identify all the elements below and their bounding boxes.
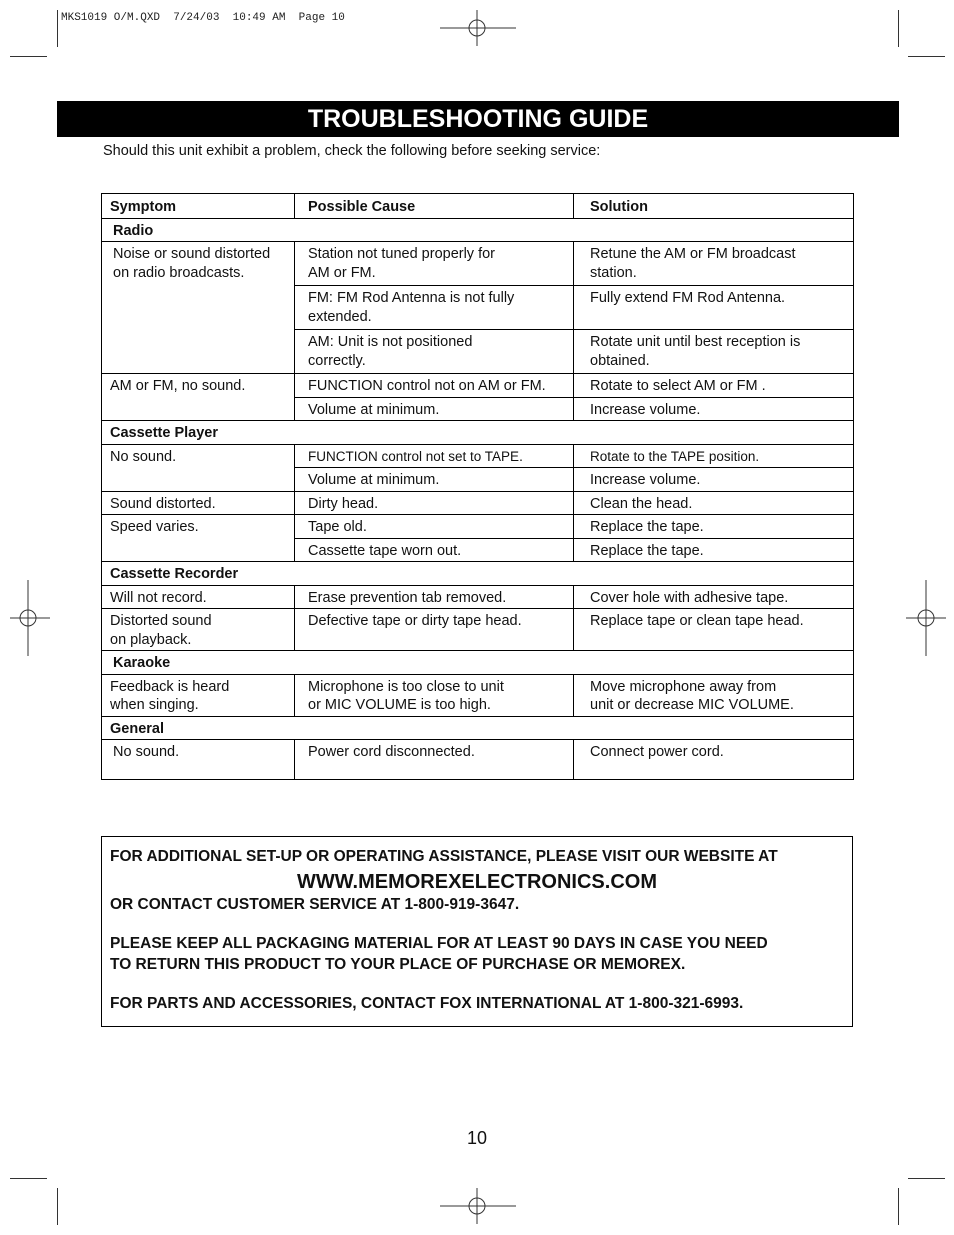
symptom-cell: Speed varies. (102, 515, 295, 562)
table-row (102, 374, 854, 398)
crop-mark (57, 1188, 58, 1225)
table-row (102, 491, 854, 515)
solution-text: Retune the AM or FM broadcast (590, 246, 796, 262)
cause-cell (295, 330, 574, 374)
header-solution: Solution (574, 194, 854, 219)
table-row (102, 740, 854, 780)
crop-mark (10, 56, 47, 57)
info-parts-text: FOR PARTS AND ACCESSORIES, CONTACT FOX INTERNATIONAL AT 1-800-321-6993. (110, 995, 744, 1012)
section-row (102, 716, 854, 740)
website-url: WWW.MEMOREXELECTRONICS.COM (297, 871, 657, 893)
cause-text: Microphone is too close to unit (308, 678, 504, 695)
info-customer-service-text: OR CONTACT CUSTOMER SERVICE AT 1-800-919-3647. (110, 896, 520, 913)
solution-cell: Replace the tape. (574, 538, 854, 562)
info-website-text: FOR ADDITIONAL SET-UP OR OPERATING ASSISTANCE, PLEASE VISIT OUR WEBSITE AT (110, 848, 778, 865)
crop-mark (10, 1178, 47, 1179)
crop-mark (57, 10, 58, 47)
cause-cell: FUNCTION control not on AM or FM. (295, 374, 574, 398)
info-packaging-text (110, 933, 852, 975)
table-row (102, 242, 854, 286)
solution-cell (574, 674, 854, 716)
symptom-cell: AM or FM, no sound. (102, 374, 295, 421)
section-cassette-recorder: Cassette Recorder (102, 562, 854, 586)
cause-cell (295, 242, 574, 286)
section-cassette-player: Cassette Player (102, 421, 854, 445)
section-karaoke: Karaoke (102, 651, 854, 675)
cause-cell: Volume at minimum. (295, 468, 574, 492)
header-symptom: Symptom (102, 194, 295, 219)
table-row (102, 674, 854, 716)
intro-text: Should this unit exhibit a problem, check the following before seeking service: (103, 143, 601, 159)
symptom-text: Feedback is heard (110, 678, 230, 695)
solution-cell: Replace tape or clean tape head. (574, 609, 854, 651)
symptom-text: Noise or sound distorted (113, 246, 271, 262)
solution-text: Fully extend FM Rod Antenna. (590, 290, 786, 306)
registration-mark-icon (906, 580, 946, 656)
solution-cell: Rotate to select AM or FM . (574, 374, 854, 398)
section-row (102, 218, 854, 242)
page-title: TROUBLESHOOTING GUIDE (57, 101, 899, 137)
cause-cell: Tape old. (295, 515, 574, 539)
cause-text: or MIC VOLUME is too high. (308, 697, 491, 713)
solution-cell: Rotate to the TAPE position. (574, 444, 854, 468)
cause-cell (295, 286, 574, 330)
cause-cell: Erase prevention tab removed. (295, 585, 574, 609)
cause-text: AM: Unit is not positioned (308, 334, 473, 350)
cause-cell: Dirty head. (295, 491, 574, 515)
cause-cell (295, 674, 574, 716)
cause-cell: Power cord disconnected. (295, 740, 574, 780)
solution-text: obtained. (590, 352, 650, 369)
info-packaging-line: TO RETURN THIS PRODUCT TO YOUR PLACE OF PURCHASE OR MEMOREX. (110, 956, 686, 973)
solution-cell: Cover hole with adhesive tape. (574, 585, 854, 609)
solution-cell: Replace the tape. (574, 515, 854, 539)
symptom-cell (102, 242, 295, 374)
symptom-cell (102, 674, 295, 716)
solution-text: unit or decrease MIC VOLUME. (590, 697, 794, 713)
section-radio: Radio (102, 218, 854, 242)
solution-cell: Increase volume. (574, 397, 854, 421)
cause-text: Station not tuned properly for (308, 246, 496, 262)
crop-mark (908, 1178, 945, 1179)
cause-text: extended. (308, 308, 372, 325)
solution-text: Rotate unit until best reception is (590, 334, 801, 350)
crop-mark (898, 1188, 899, 1225)
registration-mark-icon (440, 10, 516, 46)
solution-cell: Clean the head. (574, 491, 854, 515)
cause-cell: Volume at minimum. (295, 397, 574, 421)
symptom-cell: No sound. (102, 740, 295, 780)
symptom-cell (102, 609, 295, 651)
solution-cell (574, 286, 854, 330)
table-row (102, 609, 854, 651)
symptom-text: on radio broadcasts. (113, 264, 245, 281)
print-slug: MKS1019 O/M.QXD 7/24/03 10:49 AM Page 10 (61, 12, 345, 24)
solution-cell: Increase volume. (574, 468, 854, 492)
crop-mark (908, 56, 945, 57)
section-general: General (102, 716, 854, 740)
registration-mark-icon (10, 580, 50, 656)
table-header-row (102, 194, 854, 219)
symptom-cell: Sound distorted. (102, 491, 295, 515)
page-number: 10 (466, 1128, 488, 1148)
solution-cell: Connect power cord. (574, 740, 854, 780)
solution-cell (574, 242, 854, 286)
cause-cell: Cassette tape worn out. (295, 538, 574, 562)
cause-cell: FUNCTION control not set to TAPE. (295, 444, 574, 468)
section-row (102, 562, 854, 586)
solution-text: station. (590, 264, 637, 281)
section-row (102, 421, 854, 445)
cause-text: correctly. (308, 352, 366, 369)
cause-cell: Defective tape or dirty tape head. (295, 609, 574, 651)
symptom-text: on playback. (110, 631, 192, 648)
symptom-cell: Will not record. (102, 585, 295, 609)
crop-mark (898, 10, 899, 47)
cause-text: AM or FM. (308, 264, 376, 281)
symptom-text: when singing. (110, 697, 199, 713)
troubleshooting-table (101, 193, 854, 780)
table-row (102, 585, 854, 609)
cause-text: FM: FM Rod Antenna is not fully (308, 290, 515, 306)
section-row (102, 651, 854, 675)
header-cause: Possible Cause (295, 194, 574, 219)
symptom-cell: No sound. (102, 444, 295, 491)
table-row (102, 444, 854, 468)
table-row (102, 515, 854, 539)
info-packaging-line: PLEASE KEEP ALL PACKAGING MATERIAL FOR AT LEAST 90 DAYS IN CASE YOU NEED (110, 935, 768, 952)
symptom-text: Distorted sound (110, 613, 212, 629)
solution-text: Move microphone away from (590, 678, 777, 695)
solution-cell (574, 330, 854, 374)
registration-mark-icon (440, 1188, 516, 1224)
info-box (101, 836, 853, 1027)
